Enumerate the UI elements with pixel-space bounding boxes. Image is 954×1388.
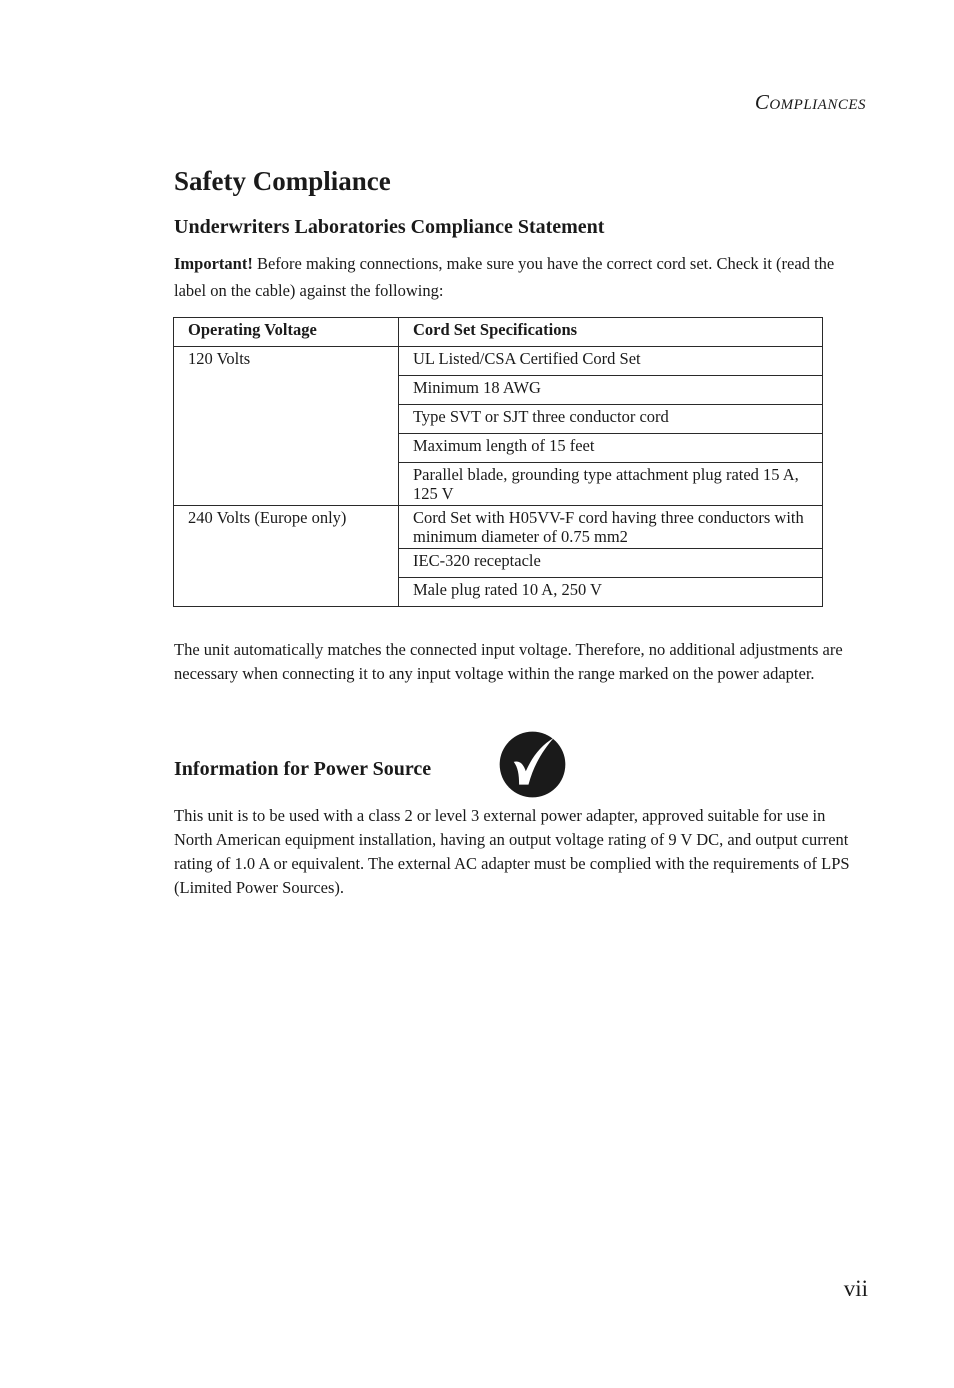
spec-cell: Maximum length of 15 feet <box>399 434 823 463</box>
running-head-rest: OMPLIANCES <box>769 97 866 113</box>
spec-cell: Parallel blade, grounding type attachment plug rated 15 A, 125 V <box>399 463 823 506</box>
page-number: vii <box>843 1276 868 1301</box>
voltage-cell: 120 Volts <box>174 347 399 376</box>
spec-cell: Male plug rated 10 A, 250 V <box>399 578 823 607</box>
running-head <box>755 90 866 115</box>
voltage-cell-empty <box>174 434 399 463</box>
spec-cell: IEC-320 receptacle <box>399 549 823 578</box>
voltage-cell-empty <box>174 376 399 405</box>
voltage-paragraph: The unit automatically matches the connected input voltage. Therefore, no additional adjustments are necessary when connecting it to any input voltage within the range marked on the power adapter. <box>174 640 843 683</box>
cord-set-table <box>173 317 823 607</box>
table-row <box>174 405 823 434</box>
section-title: Safety Compliance <box>174 166 391 196</box>
table-row <box>174 549 823 578</box>
important-text: Before making connections, make sure you have the correct cord set. Check it (read the label on the cable) against the following: <box>174 254 835 300</box>
table-row <box>174 506 823 549</box>
table-row <box>174 578 823 607</box>
voltage-cell: 240 Volts (Europe only) <box>174 506 399 549</box>
table-row <box>174 347 823 376</box>
important-label: Important! <box>174 254 253 273</box>
power-source-paragraph: This unit is to be used with a class 2 or level 3 external power adapter, approved suitable for use in North American equipment installation, having an output voltage rating of 9 V DC, and output current rating of 1.0 A or equivalent. The external AC adapter must be complied with the requirements of LPS (Limited Power Sources). <box>174 806 850 897</box>
table-row <box>174 376 823 405</box>
table-row <box>174 434 823 463</box>
header-operating-voltage: Operating Voltage <box>174 318 399 347</box>
voltage-cell-empty <box>174 405 399 434</box>
running-head-initial: C <box>754 90 770 114</box>
spec-cell: UL Listed/CSA Certified Cord Set <box>399 347 823 376</box>
voltage-cell-empty <box>174 578 399 607</box>
spec-cell: Cord Set with H05VV-F cord having three conductors with minimum diameter of 0.75 mm2 <box>399 506 823 549</box>
important-note <box>174 250 864 304</box>
voltage-cell-empty <box>174 463 399 506</box>
spec-cell: Type SVT or SJT three conductor cord <box>399 405 823 434</box>
power-source-title: Information for Power Source <box>174 758 432 780</box>
table-row <box>174 463 823 506</box>
c-tick-mark-icon <box>499 731 566 798</box>
spec-cell: Minimum 18 AWG <box>399 376 823 405</box>
header-cord-set-specifications: Cord Set Specifications <box>399 318 823 347</box>
voltage-cell-empty <box>174 549 399 578</box>
table-header-row <box>174 318 823 347</box>
subsection-title: Underwriters Laboratories Compliance Statement <box>174 216 605 238</box>
